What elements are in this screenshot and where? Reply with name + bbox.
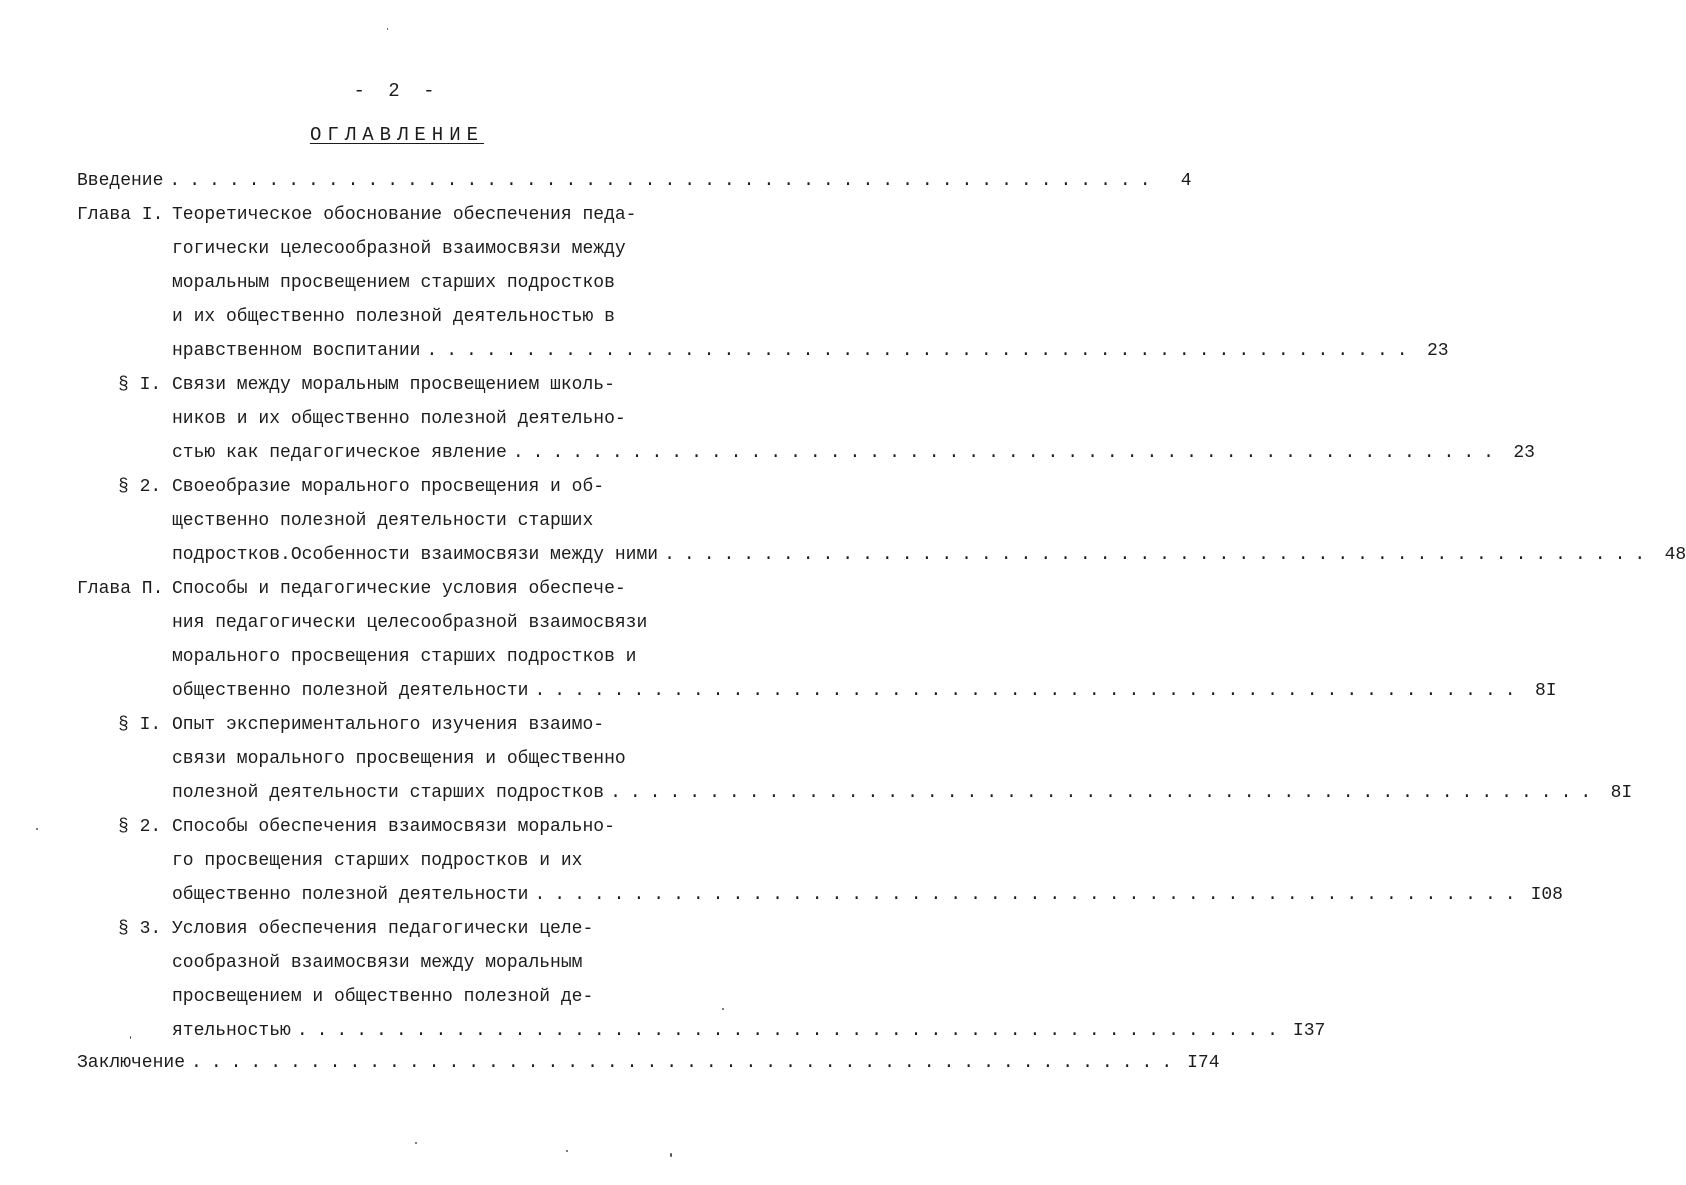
toc-page-number: I08 [1530, 885, 1563, 905]
toc-line: морального просвещения старших подростков и [172, 647, 637, 667]
toc-entry-text: полезной деятельности старших подростков [172, 783, 605, 803]
toc-line: просвещением и общественно полезной де- [172, 987, 594, 1007]
toc-entry-text: нравственном воспитании [172, 341, 421, 361]
leader-dots: .................................................. [426, 341, 1417, 361]
chapter-label: Глава I. [77, 205, 164, 225]
toc-line: гогически целесообразной взаимосвязи между [172, 239, 626, 259]
toc-page-number: 8I [1610, 783, 1633, 803]
toc-entry-ch1-s2 [172, 544, 1686, 566]
section-label: § I. [118, 375, 162, 395]
toc-line: Способы и педагогические условия обеспече- [172, 579, 626, 599]
toc-entry-text: Заключение [77, 1053, 186, 1073]
toc-entry-ch2-s3 [172, 1020, 1326, 1042]
toc-line: и их общественно полезной деятельностью в [172, 307, 615, 327]
scan-speck [566, 1150, 568, 1152]
toc-line: Условия обеспечения педагогически целе- [172, 919, 594, 939]
toc-entry-intro [77, 170, 1192, 192]
toc-page-number: I74 [1187, 1053, 1220, 1073]
toc-line: го просвещения старших подростков и их [172, 851, 583, 871]
leader-dots: .................................................. [296, 1021, 1287, 1041]
toc-line: ников и их общественно полезной деятельно- [172, 409, 626, 429]
scan-speck [722, 1008, 724, 1010]
toc-page-number: 23 [1513, 443, 1535, 463]
toc-entry-text: подростков.Особенности взаимосвязи между ними [172, 545, 659, 565]
leader-dots: .................................................. [534, 681, 1525, 701]
scan-speck [387, 28, 388, 30]
page-number: - 2 - [353, 80, 441, 102]
chapter-label: Глава П. [77, 579, 164, 599]
toc-line: Своеобразие морального просвещения и об- [172, 477, 605, 497]
toc-line: связи морального просвещения и общественно [172, 749, 626, 769]
toc-page-number: 48 [1664, 545, 1686, 565]
toc-line: моральным просвещением старших подростков [172, 273, 615, 293]
toc-entry-text: Введение [77, 171, 164, 191]
section-label: § 2. [118, 477, 162, 497]
toc-entry-text: общественно полезной деятельности [172, 885, 529, 905]
leader-dots: .................................................. [534, 885, 1525, 905]
toc-line: Способы обеспечения взаимосвязи морально- [172, 817, 615, 837]
toc-entry-ch1 [172, 340, 1449, 362]
toc-line: Связи между моральным просвещением школь- [172, 375, 615, 395]
toc-line: Опыт экспериментального изучения взаимо- [172, 715, 605, 735]
section-label: § I. [118, 715, 162, 735]
leader-dots: .................................................. [169, 171, 1160, 191]
toc-entry-text: ятельностью [172, 1021, 291, 1041]
toc-line: щественно полезной деятельности старших [172, 511, 594, 531]
scan-speck [670, 1153, 672, 1157]
scan-speck [36, 828, 38, 830]
toc-line: сообразной взаимосвязи между моральным [172, 953, 583, 973]
toc-entry-ch1-s1 [172, 442, 1535, 464]
toc-entry-text: стью как педагогическое явление [172, 443, 507, 463]
toc-page-number: I37 [1292, 1021, 1326, 1041]
toc-page-number: 8I [1534, 681, 1557, 701]
toc-line: ния педагогически целесообразной взаимосвязи [172, 613, 648, 633]
toc-entry-ch2-s2 [172, 884, 1563, 906]
toc-page-number: 4 [1180, 171, 1192, 191]
scan-speck [130, 1036, 131, 1039]
toc-entry-conclusion [77, 1052, 1220, 1074]
leader-dots: .................................................. [664, 545, 1655, 565]
toc-entry-text: общественно полезной деятельности [172, 681, 529, 701]
section-label: § 3. [118, 919, 162, 939]
leader-dots: .................................................. [191, 1053, 1182, 1073]
scan-speck [415, 1142, 417, 1144]
toc-entry-ch2-s1 [172, 782, 1633, 804]
section-label: § 2. [118, 817, 162, 837]
toc-entry-ch2 [172, 680, 1557, 702]
leader-dots: .................................................. [512, 443, 1503, 463]
toc-page-number: 23 [1426, 341, 1449, 361]
leader-dots: .................................................. [610, 783, 1601, 803]
toc-line: Теоретическое обоснование обеспечения педа- [172, 205, 637, 225]
toc-title-text: ОГЛАВЛЕНИЕ [309, 124, 485, 146]
toc-title [0, 124, 794, 146]
